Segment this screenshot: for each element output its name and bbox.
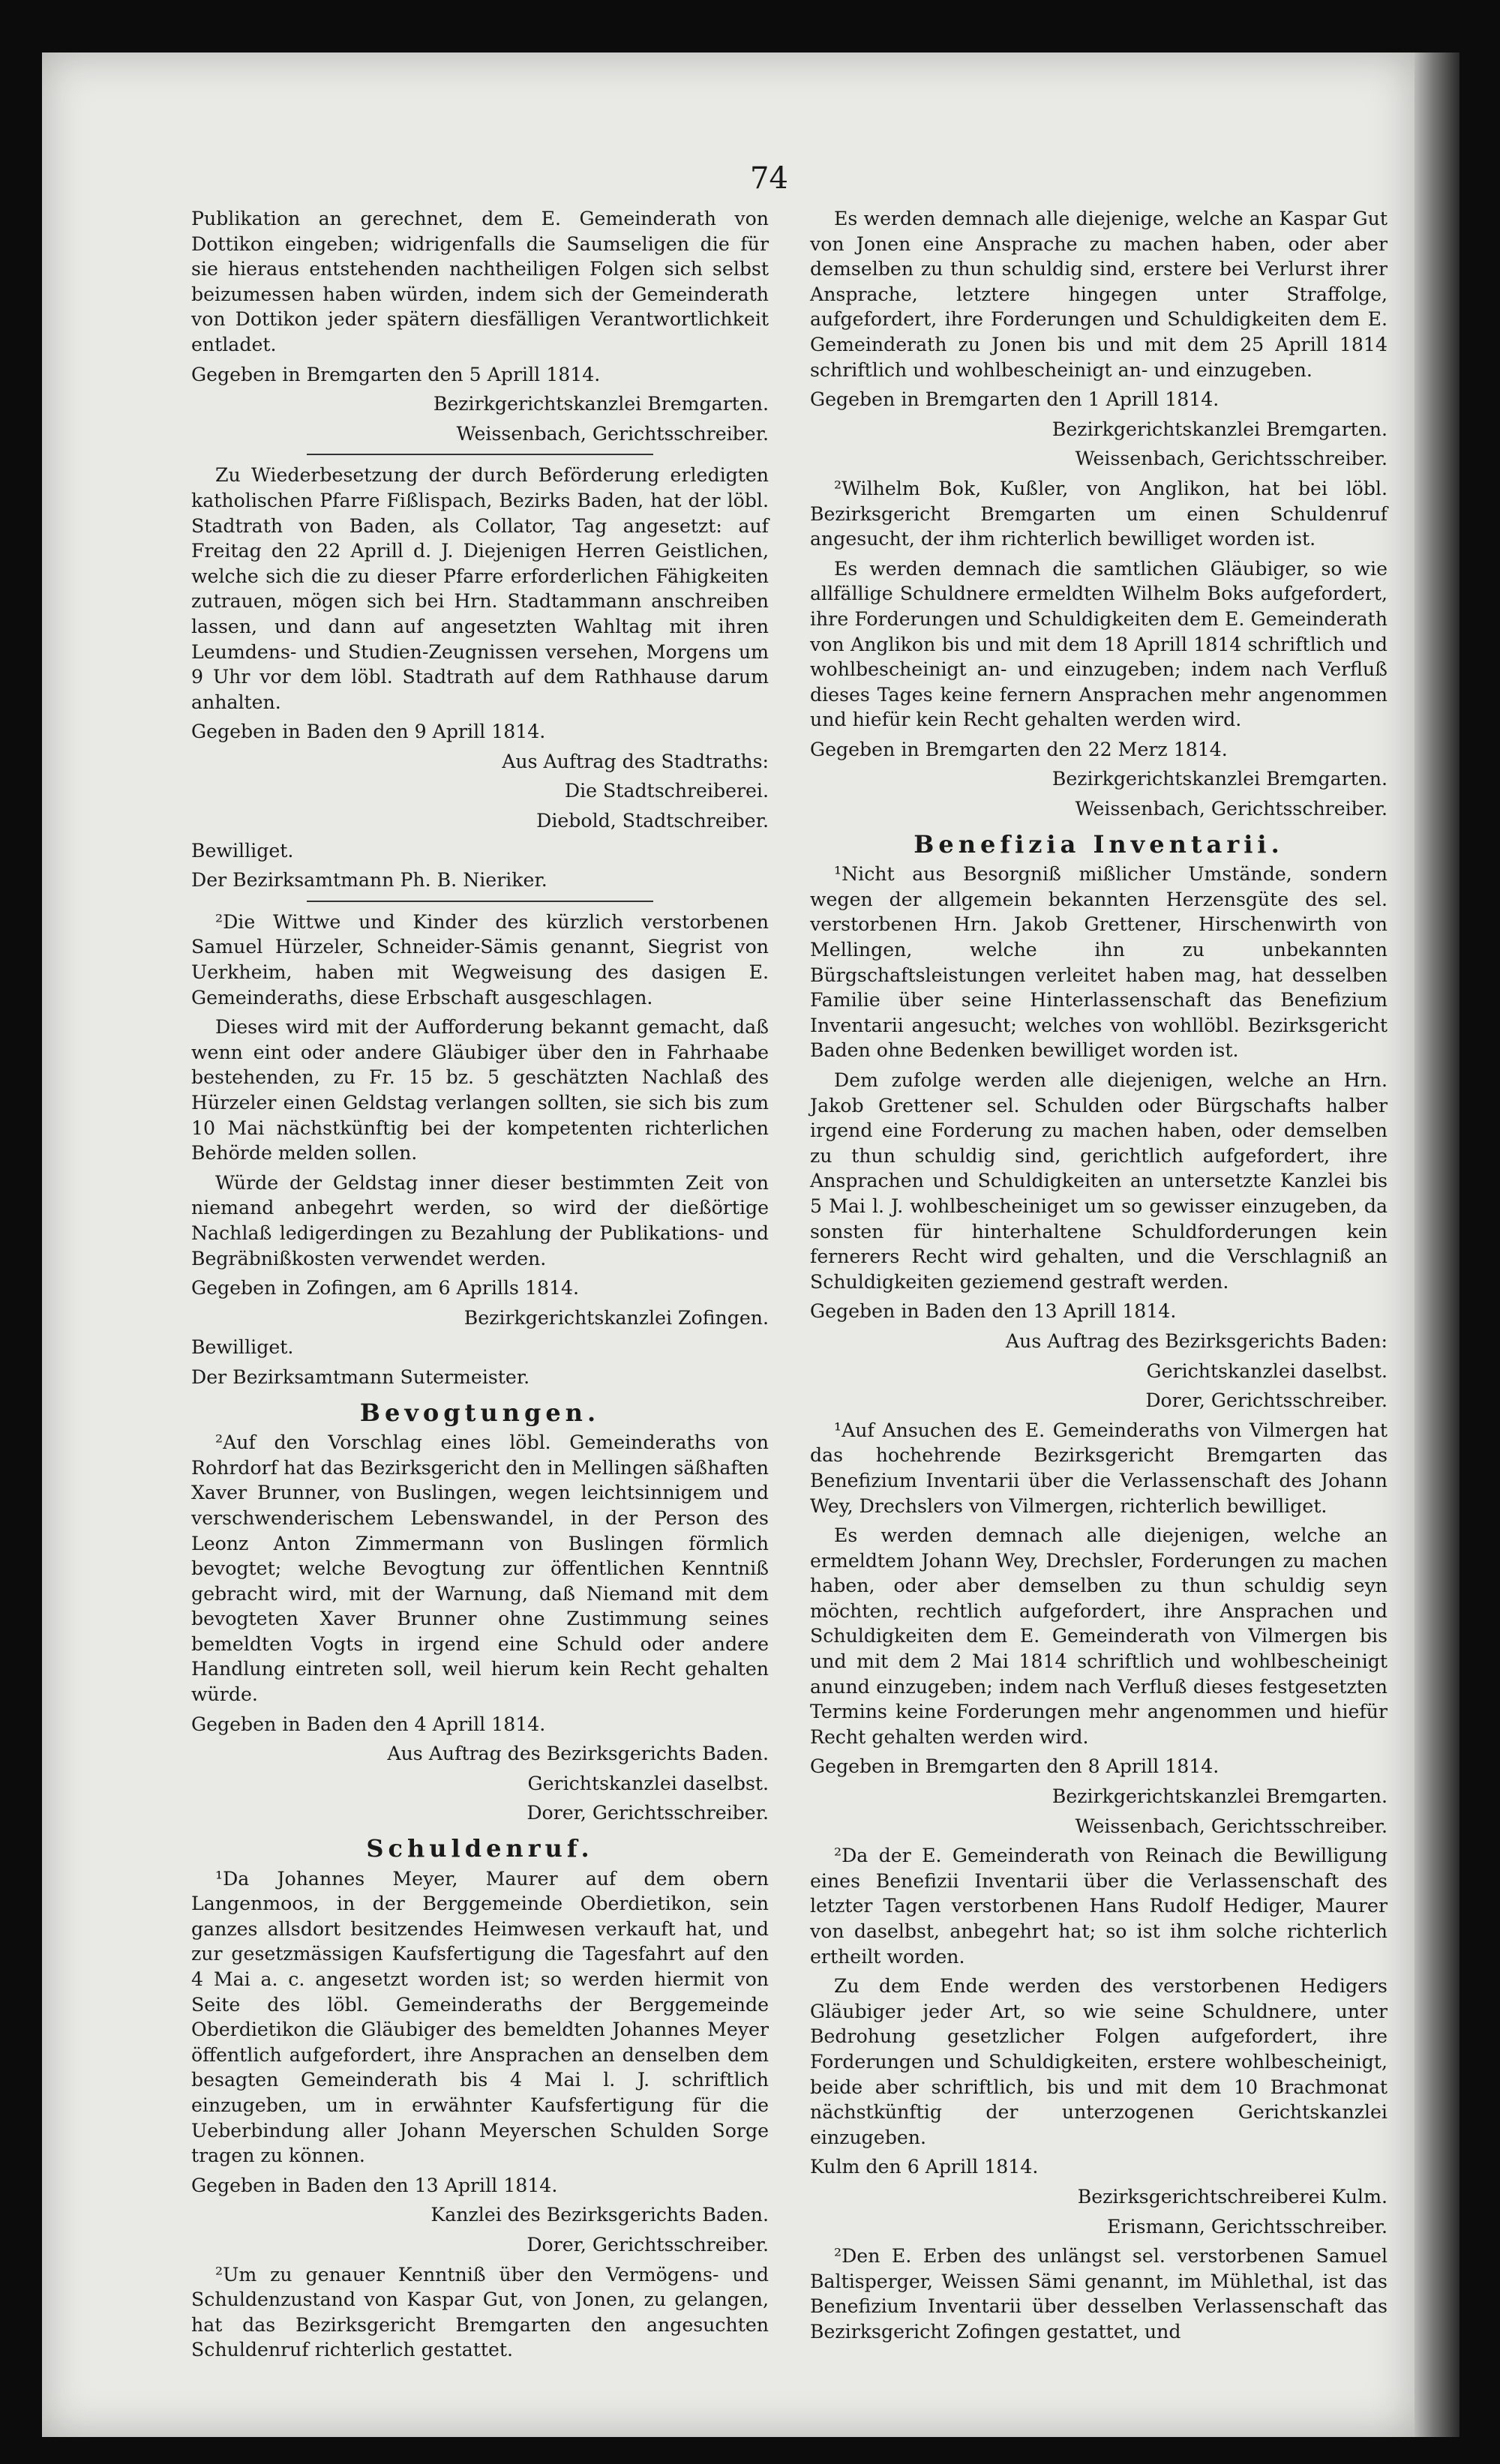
notice-dottikon-date: Gegeben in Bremgarten den 5 Aprill 1814.	[191, 363, 601, 385]
notice-hurzeler-text2: Dieses wird mit der Aufforderung bekannt gemacht, daß wenn eint oder andere Gläubiger über den in Fahrhaabe bestehenden, zu Fr. 15 bz. 5 geschätzten Nachlaß des Hürzeler einen Geldstag verlangen sollten, sie sich bis zum 10 Mai nächstkünftig bei der kompetenten richterlichen Behörde melden sollen.	[191, 1016, 769, 1165]
notice-gut-text: ²Um zu genauer Kenntniß über den Vermögens- und Schuldenzustand von Kaspar Gut, von Jonen, zu gelangen, hat das Bezirksgericht Bremgarten den angesuchten Schuldenruf richterlich gestattet.	[191, 2263, 769, 2361]
notice-wey-text1: ¹Auf Ansuchen des E. Gemeinderaths von Vilmergen hat das hochehrende Bezirksgericht Bremgarten das Benefizium Inventarii über die Verlassenschaft des Johann Wey, Drechslers von Vilmergen, richterlich bewilliget.	[810, 1419, 1388, 1517]
notice-brunner-date: Gegeben in Baden den 4 Aprill 1814.	[191, 1713, 546, 1735]
notice-bok-text1: ²Wilhelm Bok, Kußler, von Anglikon, hat bei löbl. Bezirksgericht Bremgarten um einen Schuldenruf angesucht, der ihm richterlich bewilliget worden ist.	[810, 477, 1388, 550]
notice-wey-sig2: Weissenbach, Gerichtsschreiber.	[1075, 1815, 1388, 1837]
left-column	[191, 206, 769, 2367]
notice-bok-date: Gegeben in Bremgarten den 22 Merz 1814.	[810, 738, 1228, 760]
notice-hediger-text1: ²Da der E. Gemeinderath von Reinach die Bewilligung eines Benefizii Inventarii über die Verlassenschaft des letzter Tagen verstorbenen Hans Rudolf Hediger, Maurer von daselbst, anbegehrt hat; so ist ihm solche richterlich ertheilt worden.	[810, 1845, 1388, 1968]
notice-wey-date: Gegeben in Bremgarten den 8 Aprill 1814.	[810, 1755, 1220, 1778]
notice-meyer-text: ¹Da Johannes Meyer, Maurer auf dem obern Langenmoos, in der Berggemeinde Oberdietikon, sein ganzes allsdort besitzendes Heimwesen verkauft hat, und zur gesetzmässigen Kaufsfertigung die Tagesfahrt auf den 4 Mai a. c. angesetzt worden ist; so werden hiermit von Seite des löbl. Gemeinderaths der Berggemeinde Oberdietikon die Gläubiger des bemeldten Johannes Meyer öffentlich aufgefordert, ihre Ansprachen an denselben dem besagten Gemeinderath bis 4 Mai l. J. schriftlich einzugeben, um in erwähnter Kaufsfertigung für die Ueberbindung aller Johann Meyerschen Schulden Sorge tragen zu können.	[191, 1867, 769, 2167]
notice-gut-sig1: Bezirkgerichtskanzlei Bremgarten.	[1052, 418, 1388, 440]
notice-grettener-date: Gegeben in Baden den 13 Aprill 1814.	[810, 1300, 1177, 1323]
notice-pfarre-sig2: Die Stadtschreiberei.	[564, 780, 769, 802]
notice-pfarre-sig1: Aus Auftrag des Stadtraths:	[502, 750, 769, 772]
notice-hediger-text2: Zu dem Ende werden des verstorbenen Hedigers Gläubiger jeder Art, so wie seine Schuldnere, unter Bedrohung gesetzlicher Folgen aufgefordert, ihre Forderungen und Schuldigkeiten, erstere wohlbescheinigt, beide aber schriftlich, bis und mit dem 10 Brachmonat nächstkünftig der unterzogenen Gerichtskanzlei einzugeben.	[810, 1975, 1388, 2148]
notice-dottikon-sig2: Weissenbach, Gerichtsschreiber.	[456, 422, 769, 445]
notice-meyer-sig2: Dorer, Gerichtsschreiber.	[526, 2233, 769, 2256]
notice-brunner-sig1: Aus Auftrag des Bezirksgerichts Baden.	[387, 1743, 769, 1765]
notice-gut-date: Gegeben in Bremgarten den 1 Aprill 1814.	[810, 388, 1220, 411]
notice-hurzeler-sig1: Bezirkgerichtskanzlei Zofingen.	[464, 1306, 769, 1329]
notice-hurzeler-text1: ²Die Wittwe und Kinder des kürzlich verstorbenen Samuel Hürzeler, Schneider-Sämis genannt, Siegrist von Uerkheim, haben mit Wegweisung des dasigen E. Gemeinderaths, diese Erbschaft ausgeschlagen.	[191, 910, 769, 1009]
notice-pfarre-text: Zu Wiederbesetzung der durch Beförderung erledigten katholischen Pfarre Fißlispach, Bezirks Baden, hat der löbl. Stadtrath von Baden, als Collator, Tag angesetzt: auf Freitag den 22 Aprill d. J. Diejenigen Herren Geistlichen, welche sich die zu dieser Pfarre erforderlichen Fähigkeiten zutrauen, mögen sich bei Hrn. Stadtammann anschreiben lassen, und dann auf angesetzten Wahltag mit ihren Leumdens- und Studien-Zeugnissen versehen, Morgens um 9 Uhr vor dem löbl. Stadtrath auf dem Rathhause darum anhalten.	[191, 464, 769, 713]
notice-pfarre-sig3: Diebold, Stadtschreiber.	[536, 810, 769, 832]
notice-brunner-text: ²Auf den Vorschlag eines löbl. Gemeinderaths von Rohrdorf hat das Bezirksgericht den in Mellingen säßhaften Xaver Brunner, von Buslingen, wegen leichtsinnigem und verschwenderischem Lebenswandel, in der Person des Leonz Anton Zimmermann von Buslingen förmlich bevogtet; welche Bevogtung zur öffentlichen Kenntniß gebracht wird, mit der Warnung, daß Niemand mit dem bevogteten Xaver Brunner ohne Zustimmung seines bemeldten Vogts in irgend eine Schuld oder andere Handlung eintreten soll, weil hierum kein Recht gehalten würde.	[191, 1431, 769, 1706]
notice-pfarre-approved-by: Der Bezirksamtmann Ph. B. Nieriker.	[191, 869, 548, 892]
notice-grettener-text2: Dem zufolge werden alle diejenigen, welche an Hrn. Jakob Grettener sel. Schulden oder Bürgschafts halber irgend eine Forderung zu machen haben, oder demselben zu thun schuldig sind, gerichtlich aufgefordert, ihre Ansprachen und Schuldigkeiten an untersetzte Kanzlei bis 5 Mai l. J. wohlbescheiniget um so gewisser einzugeben, da sonsten für hinterhaltene Schuldforderungen kein fernerers Recht wird gehalten, und die Verschlagniß an Schuldigkeiten geziemend gestraft werden.	[810, 1069, 1388, 1293]
heading-benefizia: Benefizia Inventarii.	[914, 829, 1284, 859]
page-edge	[1414, 52, 1460, 2437]
right-column	[810, 206, 1388, 2349]
notice-brunner-sig2: Gerichtskanzlei daselbst.	[527, 1772, 769, 1794]
heading-schuldenruf: Schuldenruf.	[366, 1834, 594, 1863]
divider	[307, 454, 653, 455]
notice-dottikon-text: Publikation an gerechnet, dem E. Gemeinderath von Dottikon eingeben; widrigenfalls die Saumseligen die für sie hieraus entstehenden nachtheiligen Folgen sich selbst beizumessen haben würden, indem sich der Gemeinderath von Dottikon jeder spätern diesfälligen Verantwortlichkeit entladet.	[191, 208, 769, 355]
notice-meyer-sig1: Kanzlei des Bezirksgerichts Baden.	[430, 2204, 769, 2226]
notice-bok-sig2: Weissenbach, Gerichtsschreiber.	[1075, 798, 1388, 820]
notice-meyer-date: Gegeben in Baden den 13 Aprill 1814.	[191, 2174, 558, 2196]
notice-hediger-sig1: Bezirksgerichtschreiberei Kulm.	[1077, 2185, 1388, 2208]
notice-wey-sig1: Bezirkgerichtskanzlei Bremgarten.	[1052, 1785, 1388, 1808]
notice-bok-text2: Es werden demnach die samtlichen Gläubiger, so wie allfällige Schuldnere ermeldten Wilhelm Boks aufgefordert, ihre Forderungen und Schuldigkeiten dem E. Gemeinderath von Anglikon bis und mit dem 18 Aprill 1814 schriftlich und wohlbescheinigt an- und einzugeben; indem nach Verfluß dieses Tages keine fernern Ansprachen mehr angenommen und hiefür kein Recht gehalten werden wird.	[810, 557, 1388, 731]
divider	[307, 901, 653, 902]
notice-hurzeler-date: Gegeben in Zofingen, am 6 Aprills 1814.	[191, 1277, 580, 1299]
notice-baltisperger-text: ²Den E. Erben des unlängst sel. verstorbenen Samuel Baltisperger, Weissen Sämi genannt, im Mühlethal, ist das Benefizium Inventarii über desselben Verlassenschaft das Bezirksgericht Zofingen gestattet, und	[810, 2245, 1388, 2343]
notice-pfarre-approved: Bewilliget.	[191, 839, 294, 862]
notice-grettener-sig1: Aus Auftrag des Bezirksgerichts Baden:	[1005, 1329, 1388, 1352]
notice-grettener-sig2: Gerichtskanzlei daselbst.	[1146, 1359, 1388, 1382]
notice-brunner-sig3: Dorer, Gerichtsschreiber.	[526, 1802, 769, 1824]
notice-dottikon-sig1: Bezirkgerichtskanzlei Bremgarten.	[433, 393, 769, 415]
notice-hurzeler-approved-by: Der Bezirksamtmann Sutermeister.	[191, 1365, 530, 1388]
heading-bevogtungen: Bevogtungen.	[359, 1398, 601, 1427]
notice-hurzeler-approved: Bewilliget.	[191, 1336, 294, 1359]
notice-wey-text2: Es werden demnach alle diejenigen, welche an ermeldtem Johann Wey, Drechsler, Forderungen zu machen haben, oder aber demselben zu thun schuldig seyn möchten, rechtlich aufgefordert, ihre Ansprachen und Schuldigkeiten dem E. Gemeinderath von Vilmergen bis und mit dem 2 Mai 1814 schriftlich und wohlbescheinigt anund einzugeben; indem nach Verfluß dieses festgesetzten Termins keine Forderungen mehr angenommen und hiefür Recht gehalten werden wird.	[810, 1524, 1388, 1748]
notice-hurzeler-text3: Würde der Geldstag inner dieser bestimmten Zeit von niemand anbegehrt werden, so wird der dießörtige Nachlaß ledigerdingen zu Bezahlung der Publikations- und Begräbnißkosten verwendet werden.	[191, 1171, 769, 1269]
notice-gut-sig2: Weissenbach, Gerichtsschreiber.	[1075, 448, 1388, 470]
notice-grettener-text1: ¹Nicht aus Besorgniß mißlicher Umstände, sondern wegen der allgemein bekannten Herzensgüte des sel. verstorbenen Hrn. Jakob Grettener, Hirschenwirth von Mellingen, welche ihn zu unbekannten Bürgschaftsleistungen verleitet haben mag, hat desselben Familie über seine Hinterlassenschaft das Benefizium Inventarii angesucht; welches von wohllöbl. Bezirksgericht Baden ohne Bedenken bewilliget worden ist.	[810, 863, 1388, 1062]
notice-pfarre-date: Gegeben in Baden den 9 Aprill 1814.	[191, 721, 546, 743]
notice-gut-cont-text: Es werden demnach alle diejenige, welche an Kaspar Gut von Jonen eine Ansprache zu machen haben, oder aber demselben zu thun schuldig sind, erstere bei Verlurst ihrer Ansprache, letztere hingegen unter Straffolge, aufgefordert, ihre Forderungen und Schuldigkeiten dem E. Gemeinderath zu Jonen bis und mit dem 25 Aprill 1814 schriftlich und wohlbescheinigt an- und einzugeben.	[810, 208, 1388, 381]
notice-hediger-date: Kulm den 6 Aprill 1814.	[810, 2156, 1039, 2178]
page-number: 74	[750, 161, 788, 196]
notice-hediger-sig2: Erismann, Gerichtsschreiber.	[1107, 2215, 1388, 2238]
notice-grettener-sig3: Dorer, Gerichtsschreiber.	[1145, 1389, 1388, 1412]
notice-bok-sig1: Bezirkgerichtskanzlei Bremgarten.	[1052, 768, 1388, 790]
